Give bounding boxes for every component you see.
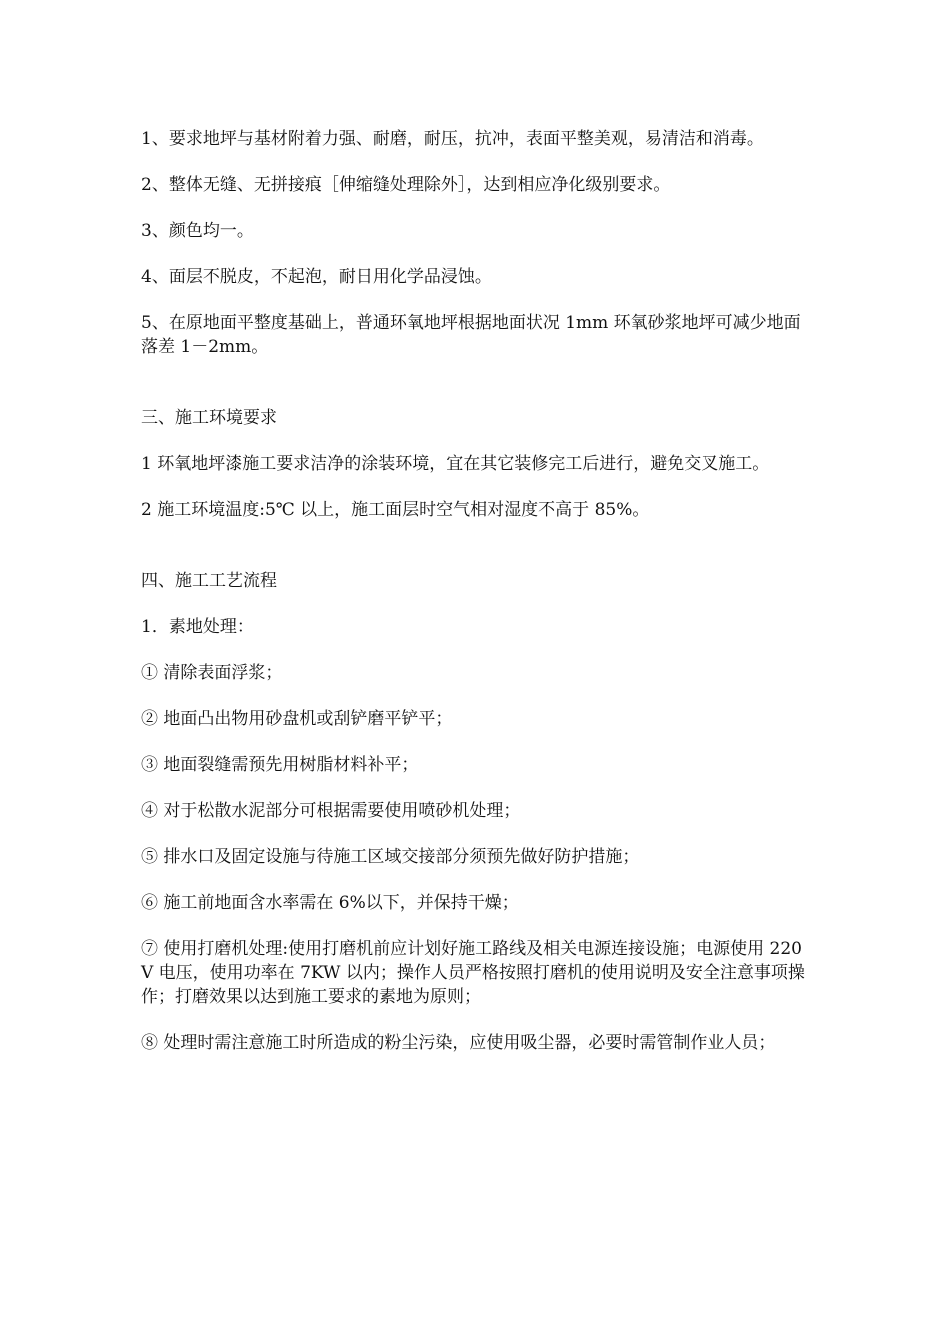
- requirement-2: 2、整体无缝、无拼接痕［伸缩缝处理除外］，达到相应净化级别要求。: [141, 175, 671, 195]
- process-substep-3: ③ 地面裂缝需预先用树脂材料补平；: [141, 755, 419, 775]
- requirement-3: 3、颜色均一。: [141, 221, 254, 241]
- process-substep-4: ④ 对于松散水泥部分可根据需要使用喷砂机处理；: [141, 801, 521, 821]
- document-body: [141, 127, 811, 1077]
- requirement-4: 4、面层不脱皮，不起泡，耐日用化学品浸蚀。: [141, 267, 492, 287]
- requirement-1: 1、要求地坪与基材附着力强、耐磨，耐压，抗冲，表面平整美观，易清洁和消毒。: [141, 129, 764, 149]
- section-heading-environment: 三、施工环境要求: [141, 408, 277, 428]
- requirement-5: 5、在原地面平整度基础上，普通环氧地坪根据地面状况 1mm 环氧砂浆地坪可减少地面落差 1－2mm。: [141, 313, 801, 357]
- process-step-1-title: 1．素地处理：: [141, 617, 254, 637]
- process-substep-7: ⑦ 使用打磨机处理:使用打磨机前应计划好施工路线及相关电源连接设施；电源使用 220V 电压，使用功率在 7KW 以内；操作人员严格按照打磨机的使用说明及安全注意事项操作；打磨效果以达到施工要求的素地为原则；: [141, 939, 805, 1007]
- process-substep-5: ⑤ 排水口及固定设施与待施工区域交接部分须预先做好防护措施；: [141, 847, 640, 867]
- process-substep-6: ⑥ 施工前地面含水率需在 6%以下，并保持干燥；: [141, 893, 519, 913]
- process-substep-8: ⑧ 处理时需注意施工时所造成的粉尘污染，应使用吸尘器，必要时需管制作业人员；: [141, 1033, 776, 1053]
- process-substep-1: ① 清除表面浮浆；: [141, 663, 283, 683]
- section-heading-process: 四、施工工艺流程: [141, 571, 277, 591]
- environment-item-2: 2 施工环境温度:5℃ 以上，施工面层时空气相对湿度不高于 85%。: [141, 500, 650, 520]
- process-substep-2: ② 地面凸出物用砂盘机或刮铲磨平铲平；: [141, 709, 453, 729]
- environment-item-1: 1 环氧地坪漆施工要求洁净的涂装环境，宜在其它装修完工后进行，避免交叉施工。: [141, 454, 770, 474]
